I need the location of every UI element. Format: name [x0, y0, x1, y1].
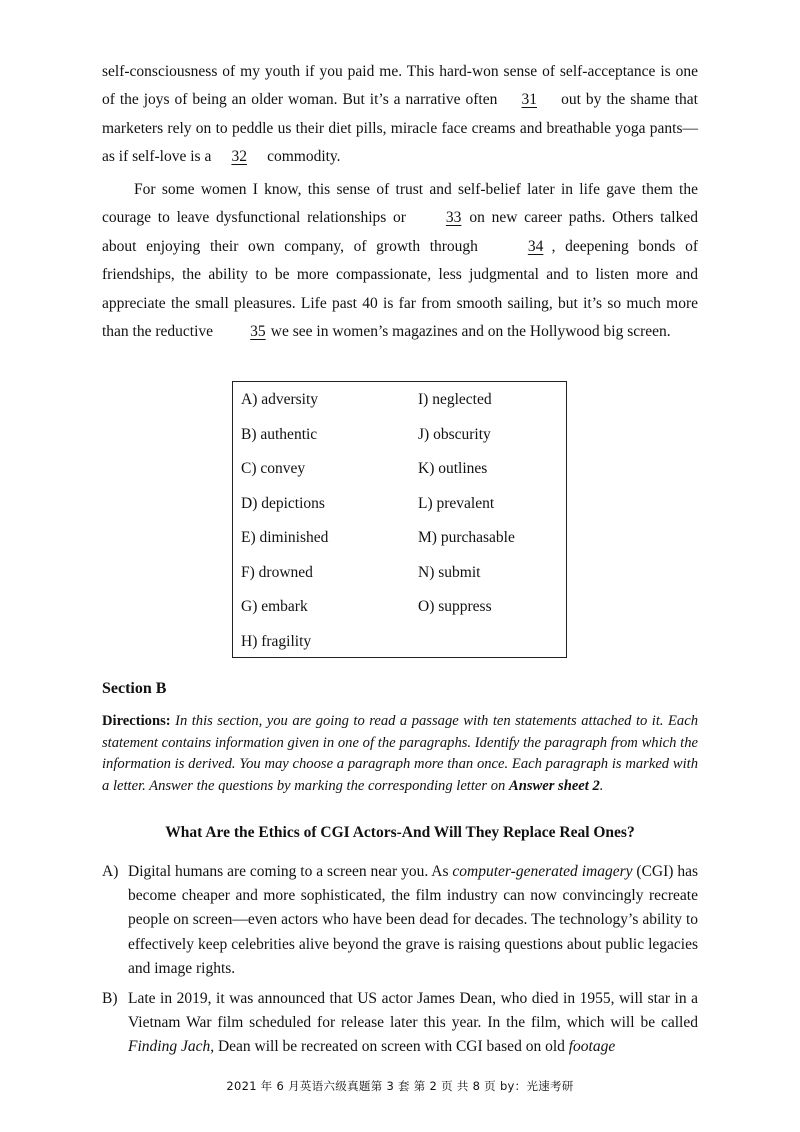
word-option-m: M) purchasable	[418, 529, 515, 546]
blank-33: 33	[445, 209, 462, 227]
article-paragraph-b: B) Late in 2019, it was announced that US actor James Dean, who died in 1955, will star in a Vietnam War film scheduled for release later this year. In the film, which will be called Finding Jach, Dean will be recreated on screen with CGI based on old footage	[102, 987, 698, 1060]
word-option-c: C) convey	[241, 460, 306, 477]
article-paragraph-a: A) Digital humans are coming to a screen near you. As computer-generated imagery (CGI) has become cheaper and more sophisticated, the film industry can now convincingly recreate people on screen—even actors who have been dead for decades. The technology’s ability to effectively keep celebrities alive beyond the grave is raising questions about public legacies and image rights.	[102, 860, 698, 981]
word-option-k: K) outlines	[418, 460, 488, 477]
blank-34: 34	[527, 237, 544, 255]
word-option-a: A) adversity	[241, 391, 319, 408]
blank-31: 31	[521, 91, 537, 109]
blank-32: 32	[231, 148, 247, 166]
section-b-title: Section B	[102, 680, 167, 697]
word-option-e: E) diminished	[241, 529, 329, 546]
word-option-o: O) suppress	[418, 598, 492, 615]
passage-paragraph-2: For some women I know, this sense of trust and self-belief later in life gave them the courage to leave dysfunctional relationships or 33 on new career paths. Others talked about enjoying their own company, of growth through 34 , deepening bonds of friendships, the ability to be more compassionate, less judgmental and to listen more and appreciate the small pleasures. Life past 40 is far from smooth sailing, but it’s so much more than the reductive 35 we see in women’s magazines and on the Hollywood big screen.	[102, 176, 698, 346]
word-option-h: H) fragility	[241, 633, 312, 650]
word-option-n: N) submit	[418, 564, 481, 581]
passage-paragraph-1: self-consciousness of my youth if you paid me. This hard-won sense of self-acceptance is one of the joys of being an older woman. But it’s a narrative often 31 out by the shame that marketers rely on to peddle us their diet pills, miracle face creams and breathable yoga pants—as if self-love is a 32 commodity.	[102, 58, 698, 172]
page-footer: 2021 年 6 月英语六级真题第 3 套 第 2 页 共 8 页 by：光速考研	[226, 1079, 574, 1093]
word-option-i: I) neglected	[418, 391, 492, 408]
word-option-f: F) drowned	[241, 564, 313, 581]
blank-35: 35	[250, 323, 266, 341]
word-option-d: D) depictions	[241, 495, 325, 512]
paragraph-letter-b: B)	[102, 990, 118, 1007]
word-option-l: L) prevalent	[418, 495, 495, 512]
word-option-g: G) embark	[241, 598, 308, 615]
paragraph-letter-a: A)	[102, 863, 119, 880]
article-title: What Are the Ethics of CGI Actors-And Will They Replace Real Ones?	[165, 824, 635, 841]
word-bank-box	[232, 381, 567, 658]
word-option-b: B) authentic	[241, 426, 318, 443]
word-option-j: J) obscurity	[418, 426, 491, 443]
section-b-directions: Directions: In this section, you are going to read a passage with ten statements attached to it. Each statement contains information given in one of the paragraphs. Identify the paragraph from which the information is derived. You may choose a paragraph more than once. Each paragraph is marked with a letter. Answer the questions by marking the corresponding letter on Answer sheet 2.	[102, 713, 698, 795]
